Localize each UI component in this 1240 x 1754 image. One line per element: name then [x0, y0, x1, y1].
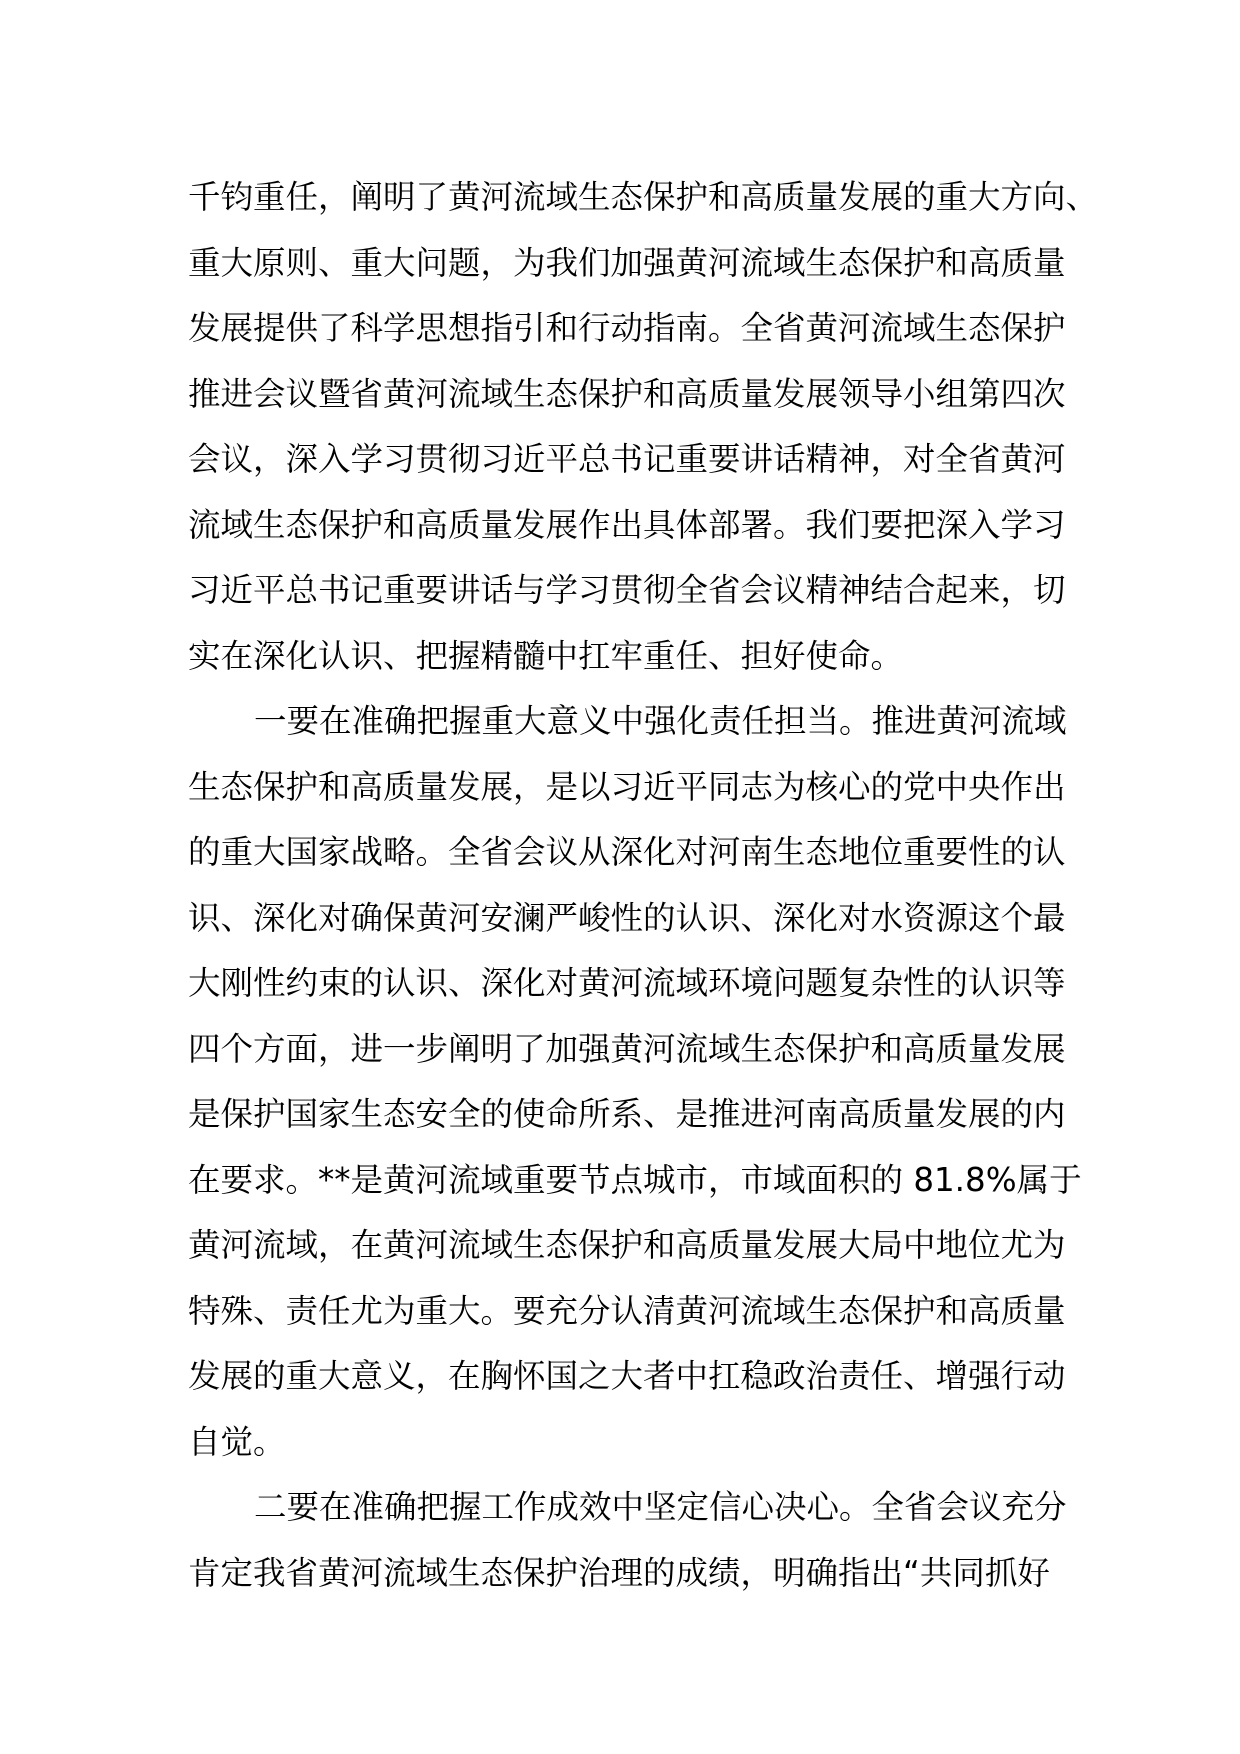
text-line: 重大原则、重大问题，为我们加强黄河流域生态保护和高质量: [188, 243, 1066, 282]
text-line: 发展的重大意义，在胸怀国之大者中扛稳政治责任、增强行动: [188, 1357, 1066, 1395]
paragraph-first-line: 二要在准确把握工作成效中坚定信心决心。全省会议充分: [254, 1488, 1067, 1526]
paragraph-first-line: 一要在准确把握重大意义中强化责任担当。推进黄河流域: [254, 702, 1067, 740]
text-line: 生态保护和高质量发展，是以习近平同志为核心的党中央作出: [188, 767, 1066, 806]
text-line: 发展提供了科学思想指引和行动指南。全省黄河流域生态保护: [188, 309, 1066, 347]
text-line: 的重大国家战略。全省会议从深化对河南生态地位重要性的认: [188, 833, 1066, 871]
text-line: 实在深化认识、把握精髓中扛牢重任、担好使命。: [188, 636, 904, 675]
text-line: 推进会议暨省黄河流域生态保护和高质量发展领导小组第四次: [188, 374, 1066, 413]
text-line: 自觉。: [188, 1422, 286, 1461]
text-line: 习近平总书记重要讲话与学习贯彻全省会议精神结合起来，切: [188, 571, 1066, 609]
text-line: 黄河流域，在黄河流域生态保护和高质量发展大局中地位尤为: [188, 1226, 1066, 1264]
text-line: 肯定我省黄河流域生态保护治理的成绩，明确指出“共同抓好: [188, 1553, 1050, 1592]
text-line: 大刚性约束的认识、深化对黄河流域环境问题复杂性的认识等: [188, 964, 1066, 1002]
text-line: 流域生态保护和高质量发展作出具体部署。我们要把深入学习: [188, 505, 1066, 544]
text-line: 特殊、责任尤为重大。要充分认清黄河流域生态保护和高质量: [188, 1291, 1066, 1330]
body-text: [188, 165, 1099, 1606]
text-line: 千钧重任，阐明了黄河流域生态保护和高质量发展的重大方向、: [188, 178, 1099, 216]
text-line: 在要求。**是黄河流域重要节点城市，市域面积的 81.8%属于: [188, 1160, 1082, 1199]
text-line: 四个方面，进一步阐明了加强黄河流域生态保护和高质量发展: [188, 1029, 1066, 1068]
text-line: 识、深化对确保黄河安澜严峻性的认识、深化对水资源这个最: [188, 898, 1066, 937]
text-line: 会议，深入学习贯彻习近平总书记重要讲话精神，对全省黄河: [188, 440, 1066, 478]
text-line: 是保护国家生态安全的使命所系、是推进河南高质量发展的内: [188, 1095, 1066, 1133]
